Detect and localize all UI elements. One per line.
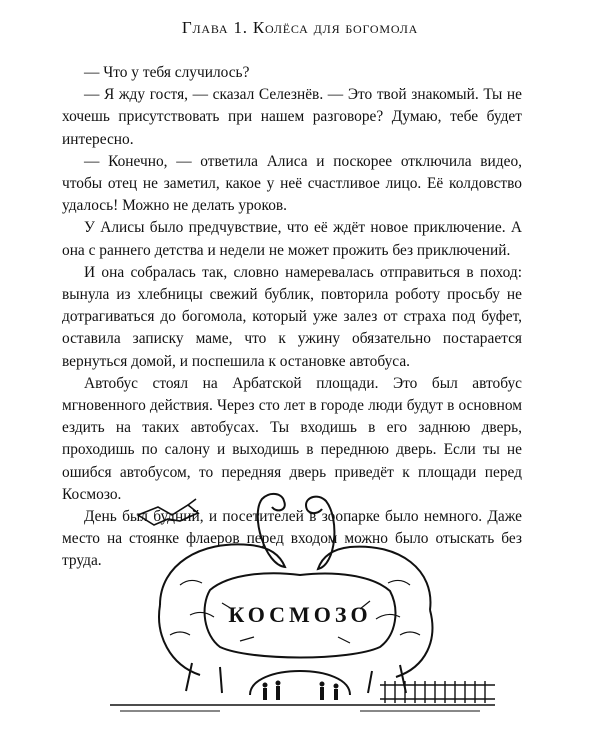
fence-icon: [380, 681, 495, 703]
ground: [110, 705, 495, 711]
sign-text: КОСМОЗО: [228, 602, 372, 627]
paragraph: У Алисы было предчувствие, что её ждёт новое приключение. А она с раннего детства и недели не может прожить без приключений.: [62, 219, 522, 259]
visitors-icon: [263, 681, 339, 701]
paragraph: — Я жду гостя, — сказал Селезнёв. — Это твой знакомый. Ты не хочешь присутствовать при нашем разговоре? Думаю, тебе будет интересно.: [62, 86, 522, 148]
kosmozo-gate-illustration: [100, 485, 500, 720]
paragraph: И она собралась так, словно намеревалась отправиться в поход: вынула из хлебницы свежий бублик, повторила роботу просьбу не дотрагиваться до богомола, который уже залез от страха под буфет, оставила записку маме, что к ужину обязательно постарается вернуться домой, и поспешила к остановке автобуса.: [62, 263, 522, 370]
pterodactyl-icon: [138, 499, 198, 525]
paragraph: День был будний, и посетителей в зоопарке было немного. Даже место на стоянке флаеров перед входом можно было отыскать без труда.: [62, 508, 522, 570]
right-dinosaur-icon: [306, 497, 432, 693]
chapter-header: Глава 1. Колёса для богомола: [181, 18, 419, 37]
left-dinosaur-icon: [159, 494, 285, 693]
paragraph: — Конечно, — ответила Алиса и поскорее отключила видео, чтобы отец не заметил, какое у неё счастливое лицо. Её колдовство удалось! Можно не делать уроков.: [62, 152, 522, 215]
paragraph: — Что у тебя случилось?: [84, 64, 250, 81]
paragraph: Автобус стоял на Арбатской площади. Это был автобус мгновенного действия. Через сто лет в городе люди будут в основном ездить на таких автобусах. Ты входишь в его заднюю дверь, проходишь по салону и выходишь в переднюю дверь. Если ты не ошибся автобусом, то передняя дверь приведёт к площади перед Космозо.: [62, 374, 522, 503]
